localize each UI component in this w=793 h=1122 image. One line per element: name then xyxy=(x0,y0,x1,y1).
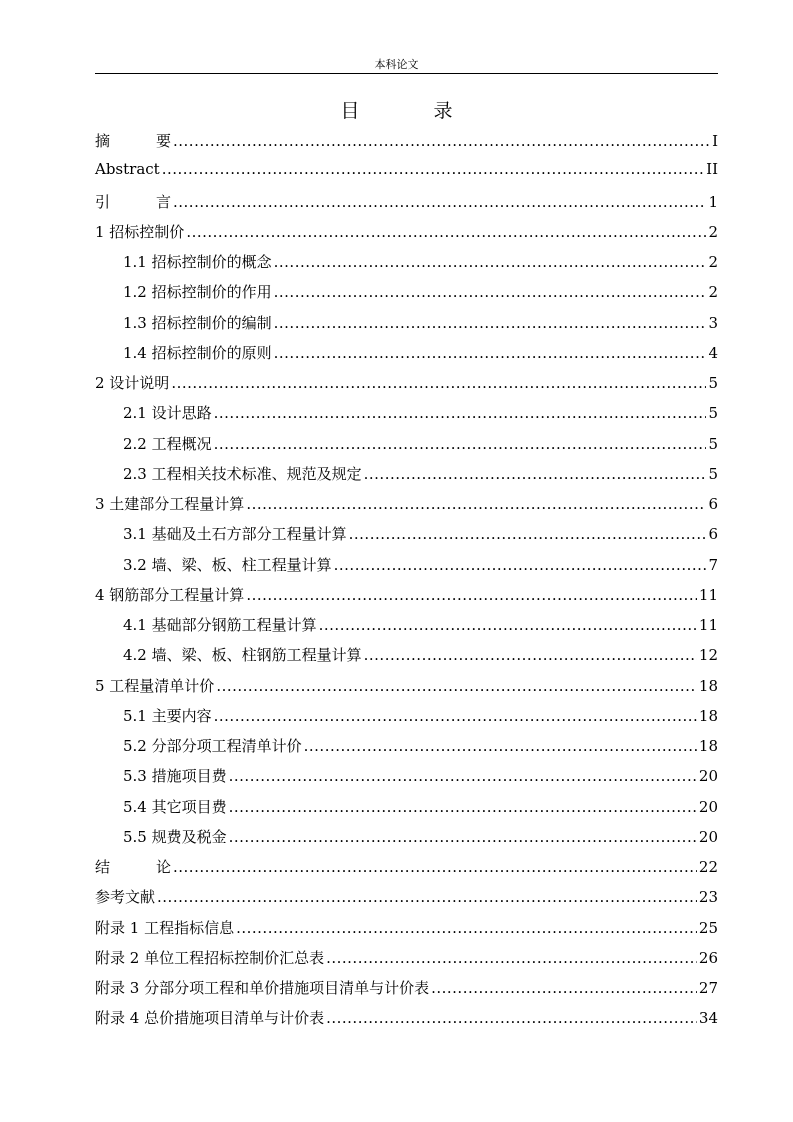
toc-entry-page: 2 xyxy=(708,253,718,271)
toc-entry-page: 22 xyxy=(698,858,718,876)
toc-entry[interactable] xyxy=(95,705,718,735)
toc-entry-page: 20 xyxy=(698,767,718,786)
toc-entry-label: 附录 3 分部分项工程和单价措施项目清单与计价表 xyxy=(95,979,430,997)
toc-entry[interactable] xyxy=(95,917,718,947)
toc-entry-page: 18 xyxy=(698,706,718,725)
toc-entry[interactable] xyxy=(95,1007,718,1037)
toc-entry[interactable] xyxy=(95,463,718,493)
toc-entry-label: 3 土建部分工程量计算 xyxy=(95,495,245,513)
toc-dot-leader xyxy=(304,737,697,755)
toc-entry-label: 4 钢筋部分工程量计算 xyxy=(95,585,245,604)
toc-dot-leader xyxy=(326,1009,697,1027)
toc-entry[interactable] xyxy=(95,342,718,372)
toc-entry-label: 附录 4 总价措施项目清单与计价表 xyxy=(95,1009,325,1028)
toc-entry[interactable] xyxy=(95,735,718,765)
toc-entry-page: 4 xyxy=(708,343,718,362)
toc-entry[interactable] xyxy=(95,796,718,826)
toc-entry-label: 参考文献 xyxy=(95,888,156,907)
table-of-contents xyxy=(95,130,718,1038)
toc-entry-label: 3.1 基础及土石方部分工程量计算 xyxy=(123,525,347,544)
toc-entry[interactable] xyxy=(95,644,718,674)
toc-entry[interactable] xyxy=(95,765,718,795)
toc-entry-label: 1.1 招标控制价的概念 xyxy=(123,253,272,271)
toc-entry[interactable] xyxy=(95,614,718,644)
toc-entry-page: 6 xyxy=(708,495,718,513)
toc-dot-leader xyxy=(229,828,697,846)
toc-entry[interactable] xyxy=(95,493,718,523)
toc-entry[interactable] xyxy=(95,251,718,281)
toc-entry[interactable] xyxy=(95,191,718,221)
toc-entry[interactable] xyxy=(95,886,718,916)
toc-entry-page: 5 xyxy=(708,374,718,392)
toc-entry-label: 5.2 分部分项工程清单计价 xyxy=(123,737,302,755)
toc-dot-leader xyxy=(274,344,707,362)
toc-entry[interactable] xyxy=(95,433,718,463)
toc-entry-page: 2 xyxy=(708,222,718,241)
toc-entry-page: 6 xyxy=(708,525,718,544)
toc-entry-page: 11 xyxy=(698,585,718,604)
toc-entry[interactable] xyxy=(95,977,718,1007)
toc-dot-leader xyxy=(326,949,697,967)
toc-entry-page: 27 xyxy=(698,979,718,997)
toc-entry-page: 2 xyxy=(708,283,718,302)
toc-entry-label: 1.4 招标控制价的原则 xyxy=(123,343,272,362)
toc-dot-leader xyxy=(349,525,707,543)
toc-entry-label: 5.3 措施项目费 xyxy=(123,767,227,786)
toc-entry-page: 23 xyxy=(698,888,718,907)
toc-entry-label: 4.2 墙、梁、板、柱钢筋工程量计算 xyxy=(123,646,362,665)
toc-entry-label: 2.2 工程概况 xyxy=(123,434,212,453)
toc-entry-page: 20 xyxy=(698,827,718,846)
toc-entry-page: 3 xyxy=(708,313,718,332)
toc-dot-leader xyxy=(334,556,707,574)
toc-entry-label: 2.3 工程相关技术标准、规范及规定 xyxy=(123,464,362,483)
toc-entry[interactable] xyxy=(95,160,718,190)
toc-dot-leader xyxy=(173,858,697,876)
toc-entry[interactable] xyxy=(95,523,718,553)
toc-entry[interactable] xyxy=(95,856,718,886)
toc-entry[interactable] xyxy=(95,372,718,402)
toc-dot-leader xyxy=(229,798,697,816)
toc-entry-label: 2.1 设计思路 xyxy=(123,404,212,423)
header-divider xyxy=(95,73,718,74)
toc-entry-page: II xyxy=(706,160,718,179)
toc-dot-leader xyxy=(274,283,707,301)
toc-entry-label: 引 言 xyxy=(95,192,171,211)
toc-dot-leader xyxy=(431,979,697,997)
toc-entry-label: 1.3 招标控制价的编制 xyxy=(123,313,272,332)
toc-entry[interactable] xyxy=(95,281,718,311)
toc-entry-page: 18 xyxy=(698,737,718,755)
toc-entry-label: 摘 要 xyxy=(95,132,171,150)
toc-entry[interactable] xyxy=(95,221,718,251)
toc-dot-leader xyxy=(214,404,707,422)
toc-entry[interactable] xyxy=(95,554,718,584)
toc-dot-leader xyxy=(186,223,706,241)
toc-entry-page: 11 xyxy=(698,616,718,634)
toc-entry[interactable] xyxy=(95,402,718,432)
toc-entry[interactable] xyxy=(95,584,718,614)
toc-dot-leader xyxy=(171,374,706,392)
toc-entry-label: 3.2 墙、梁、板、柱工程量计算 xyxy=(123,555,332,574)
toc-entry-label: 2 设计说明 xyxy=(95,374,170,392)
toc-entry-label: 4.1 基础部分钢筋工程量计算 xyxy=(123,616,317,634)
toc-dot-leader xyxy=(157,888,697,906)
toc-entry-label: 5 工程量清单计价 xyxy=(95,676,215,695)
toc-dot-leader xyxy=(364,646,697,664)
toc-dot-leader xyxy=(214,707,697,725)
toc-dot-leader xyxy=(173,132,710,150)
toc-entry-label: 1 招标控制价 xyxy=(95,222,185,241)
toc-dot-leader xyxy=(216,677,697,695)
toc-entry[interactable] xyxy=(95,675,718,705)
toc-dot-leader xyxy=(246,586,697,604)
toc-entry-label: 结 论 xyxy=(95,858,171,876)
toc-dot-leader xyxy=(274,253,707,271)
toc-dot-leader xyxy=(162,160,704,178)
toc-entry-label: Abstract xyxy=(95,160,160,179)
toc-entry-label: 1.2 招标控制价的作用 xyxy=(123,283,272,302)
toc-entry[interactable] xyxy=(95,947,718,977)
toc-entry-page: 5 xyxy=(708,464,718,483)
toc-dot-leader xyxy=(364,465,707,483)
toc-dot-leader xyxy=(173,193,706,211)
toc-entry-label: 附录 2 单位工程招标控制价汇总表 xyxy=(95,948,325,967)
toc-dot-leader xyxy=(229,767,697,785)
toc-entry-page: 12 xyxy=(698,646,718,665)
toc-title: 目 录 xyxy=(340,100,487,122)
toc-entry-label: 5.1 主要内容 xyxy=(123,706,212,725)
toc-entry-page: 18 xyxy=(698,676,718,695)
toc-entry-page: 5 xyxy=(708,404,718,423)
toc-entry-label: 5.5 规费及税金 xyxy=(123,827,227,846)
toc-entry-page: 26 xyxy=(698,948,718,967)
toc-entry[interactable] xyxy=(95,130,718,160)
toc-dot-leader xyxy=(214,435,707,453)
toc-entry-page: 20 xyxy=(698,797,718,816)
toc-entry[interactable] xyxy=(95,826,718,856)
toc-dot-leader xyxy=(319,616,697,634)
toc-entry-page: 34 xyxy=(698,1009,718,1028)
toc-entry-page: 7 xyxy=(708,555,718,574)
toc-entry-label: 附录 1 工程指标信息 xyxy=(95,918,235,937)
toc-entry-page: 1 xyxy=(708,192,718,211)
toc-dot-leader xyxy=(246,495,706,513)
toc-entry-label: 5.4 其它项目费 xyxy=(123,797,227,816)
toc-entry-page: 25 xyxy=(698,918,718,937)
toc-entry-page: 5 xyxy=(708,434,718,453)
toc-entry[interactable] xyxy=(95,312,718,342)
toc-entry-page: I xyxy=(712,132,718,150)
running-header: 本科论文 xyxy=(374,58,419,71)
toc-dot-leader xyxy=(274,314,707,332)
toc-dot-leader xyxy=(236,919,697,937)
